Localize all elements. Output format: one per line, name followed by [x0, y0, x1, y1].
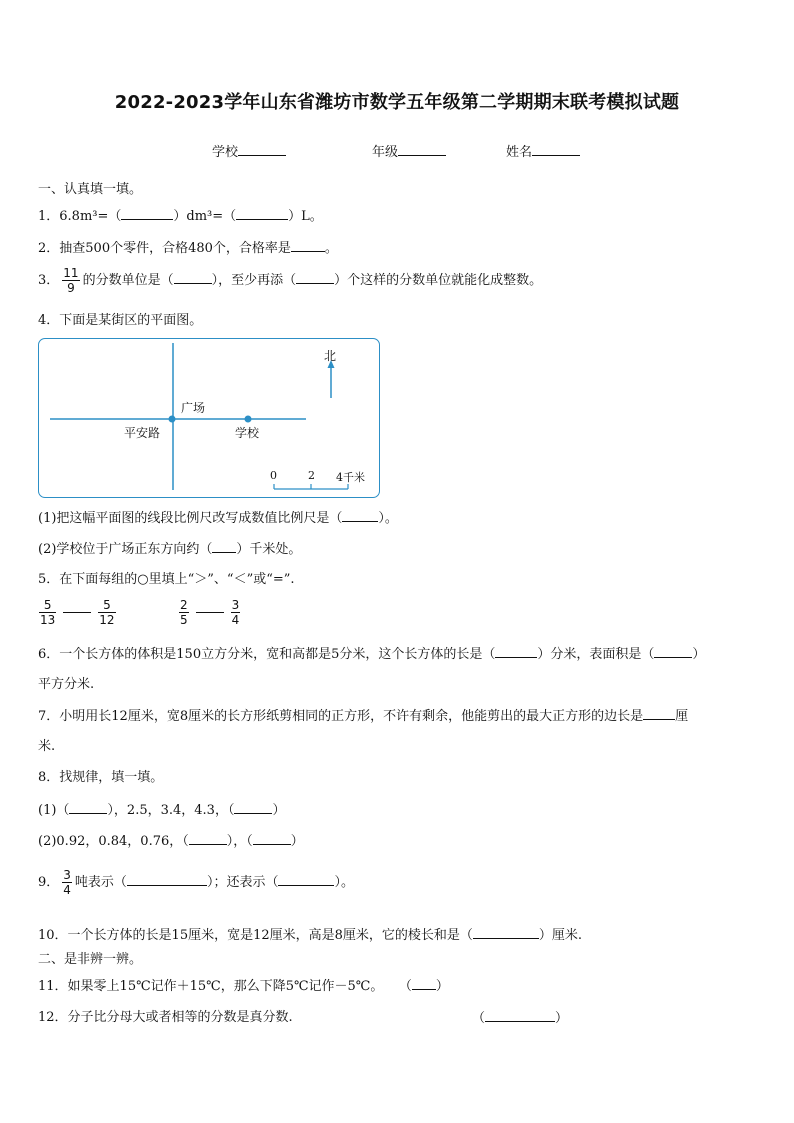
q10-text-b: ）厘米. [538, 928, 583, 943]
q5-compare-1 [36, 598, 119, 627]
q8-number: 8． [38, 770, 60, 785]
q8-p2-blank-1[interactable] [189, 833, 227, 845]
q3-blank-2[interactable] [296, 272, 334, 284]
question-5 [38, 572, 295, 588]
q11-paren-close: ） [435, 979, 449, 994]
q8-p1-blank-2[interactable] [234, 802, 272, 814]
question-4 [38, 313, 202, 329]
scale-label-4: 4千米 [336, 471, 365, 484]
q9-blank-2[interactable] [278, 874, 334, 886]
grade-blank[interactable] [398, 143, 446, 156]
q7-number: 7． [38, 709, 60, 724]
q12-paren-open: （ [472, 1011, 486, 1026]
scale-label-0: 0 [270, 469, 277, 482]
q4-number: 4． [38, 313, 60, 328]
section2-heading: 二、是非辨一辨。 [38, 952, 143, 967]
q8-text: 找规律，填一填。 [59, 770, 164, 785]
q4-text: 下面是某街区的平面图。 [59, 313, 203, 328]
q3-fraction [62, 266, 79, 295]
school-label-map: 学校 [235, 426, 260, 440]
q2-text-a: 抽查500个零件，合格480个，合格率是 [59, 241, 291, 256]
q9-denominator: 4 [63, 883, 71, 897]
question-8 [38, 770, 163, 786]
q7-text-b: 厘 [675, 709, 689, 724]
question-3 [38, 266, 542, 295]
q8-p2-text-a: (2)0.92，0.84，0.76，（ [38, 834, 189, 849]
q4-part-1 [38, 510, 398, 527]
q4-p2-blank[interactable] [212, 541, 236, 553]
denominator: 4 [231, 613, 240, 627]
q6-text-c: ） [692, 647, 706, 662]
q5-number: 5． [38, 572, 60, 587]
school-blank[interactable] [238, 143, 286, 156]
q1-text-a: 6.8m³=（ [59, 209, 122, 224]
q11-answer-blank[interactable] [412, 978, 436, 990]
q1-blank-1[interactable] [121, 208, 173, 220]
q5-fraction-2a [179, 598, 189, 627]
q2-blank[interactable] [291, 240, 325, 252]
numerator: 5 [103, 598, 111, 612]
question-12 [38, 1010, 293, 1026]
q1-blank-2[interactable] [236, 208, 288, 220]
grade-label: 年级 [372, 145, 399, 160]
q7-continuation: 米. [38, 739, 56, 754]
q8-p1-text-c: ） [272, 803, 286, 818]
q5-text: 在下面每组的○里填上“＞”、“＜”或“=”. [59, 572, 295, 587]
q1-text-b: ）dm³=（ [173, 209, 237, 224]
grade-field [372, 141, 446, 160]
q4-part-2 [38, 541, 301, 558]
q4-p2-text-b: ）千米处。 [236, 542, 302, 557]
q7-text-a: 小明用长12厘米，宽8厘米的长方形纸剪相同的正方形，不许有剩余，他能剪出的最大正方形的边长是 [59, 709, 644, 724]
q8-p2-text-c: ） [290, 834, 304, 849]
question-1 [38, 208, 323, 225]
q8-p2-text-b: ），（ [226, 834, 253, 849]
q8-p1-blank-1[interactable] [69, 802, 107, 814]
school-dot [244, 415, 251, 422]
q5-compare-blank-1[interactable] [63, 612, 91, 613]
denominator: 13 [40, 613, 56, 627]
q1-number: 1． [38, 209, 60, 224]
numerator: 3 [231, 598, 240, 612]
scale-label-2: 2 [308, 469, 315, 482]
q10-number: 10． [38, 928, 68, 943]
square-dot [168, 415, 175, 422]
q6-number: 6． [38, 647, 60, 662]
q6-blank-1[interactable] [495, 646, 537, 658]
q4-p2-text-a: (2)学校位于广场正东方向约（ [38, 542, 213, 557]
q6-blank-2[interactable] [654, 646, 692, 658]
q8-p1-text-a: (1)（ [38, 803, 70, 818]
q12-text: 分子比分母大或者相等的分数是真分数. [67, 1010, 293, 1025]
q5-compare-2 [176, 598, 243, 627]
q5-fraction-2b [231, 598, 241, 627]
street-map [38, 338, 380, 498]
q3-number: 3． [38, 273, 60, 288]
q11-text: 如果零上15℃记作＋15℃，那么下降5℃记作－5℃。 [67, 979, 384, 994]
q8-part-2 [38, 833, 304, 850]
q9-text-a: 吨表示（ [74, 875, 127, 890]
q3-denominator: 9 [67, 281, 75, 295]
q9-text-b: ）；还表示（ [206, 875, 279, 890]
q9-fraction [62, 868, 72, 897]
q10-blank[interactable] [473, 927, 539, 939]
school-label: 学校 [212, 145, 239, 160]
q5-compare-blank-2[interactable] [196, 612, 224, 613]
question-11 [38, 978, 449, 995]
q4-p1-text-a: (1)把这幅平面图的线段比例尺改写成数值比例尺是（ [38, 511, 343, 526]
q8-p2-blank-2[interactable] [253, 833, 291, 845]
q1-text-c: ）L。 [288, 209, 323, 224]
q3-text-c: ）个这样的分数单位就能化成整数。 [334, 273, 543, 288]
name-field [506, 141, 580, 160]
q12-answer-blank[interactable] [485, 1010, 555, 1022]
question-10 [38, 927, 582, 944]
q5-fraction-1b [98, 598, 115, 627]
numerator: 2 [180, 598, 188, 612]
q12-number: 12． [38, 1010, 68, 1025]
q2-text-b: 。 [324, 241, 338, 256]
q6-text-b: ）分米，表面积是（ [537, 647, 655, 662]
name-label: 姓名 [506, 145, 533, 160]
q9-number: 9． [38, 875, 60, 890]
q3-numerator: 11 [63, 266, 79, 280]
q8-part-1 [38, 802, 285, 819]
section1-heading: 一、认真填一填。 [38, 182, 143, 197]
q12-paren-close: ） [555, 1011, 569, 1026]
name-blank[interactable] [532, 143, 580, 156]
q12-answer [472, 1010, 568, 1027]
question-6 [38, 646, 705, 663]
q7-blank[interactable] [643, 708, 675, 720]
q10-text-a: 一个长方体的长是15厘米，宽是12厘米，高是8厘米，它的棱长和是（ [67, 928, 473, 943]
q8-p1-text-b: ），2.5，3.4，4.3，（ [107, 803, 235, 818]
square-label: 广场 [181, 401, 206, 415]
q6-continuation: 平方分米. [38, 677, 95, 692]
q3-text-a: 的分数单位是（ [82, 273, 174, 288]
school-field [212, 141, 286, 160]
q11-paren-open: （ [405, 979, 412, 994]
denominator: 5 [180, 613, 188, 627]
q6-text-a: 一个长方体的体积是150立方分米，宽和高都是5分米，这个长方体的长是（ [59, 647, 496, 662]
q9-text-c: ）。 [334, 875, 354, 890]
denominator: 12 [99, 613, 115, 627]
q2-number: 2． [38, 241, 60, 256]
q5-fraction-1a [39, 598, 56, 627]
q3-text-b: ），至少再添（ [211, 273, 297, 288]
q9-numerator: 3 [63, 868, 71, 882]
q4-p1-blank[interactable] [342, 510, 378, 522]
q9-blank-1[interactable] [127, 874, 207, 886]
question-7 [38, 708, 688, 725]
question-2 [38, 240, 338, 257]
q4-p1-text-b: ）。 [378, 511, 398, 526]
north-label: 北 [324, 349, 337, 363]
road-label: 平安路 [124, 426, 161, 440]
q3-blank-1[interactable] [174, 272, 212, 284]
q11-number: 11． [38, 979, 68, 994]
question-9 [38, 868, 354, 897]
page-title: 2022-2023学年山东省潍坊市数学五年级第二学期期末联考模拟试题 [114, 92, 680, 113]
numerator: 5 [43, 598, 52, 612]
